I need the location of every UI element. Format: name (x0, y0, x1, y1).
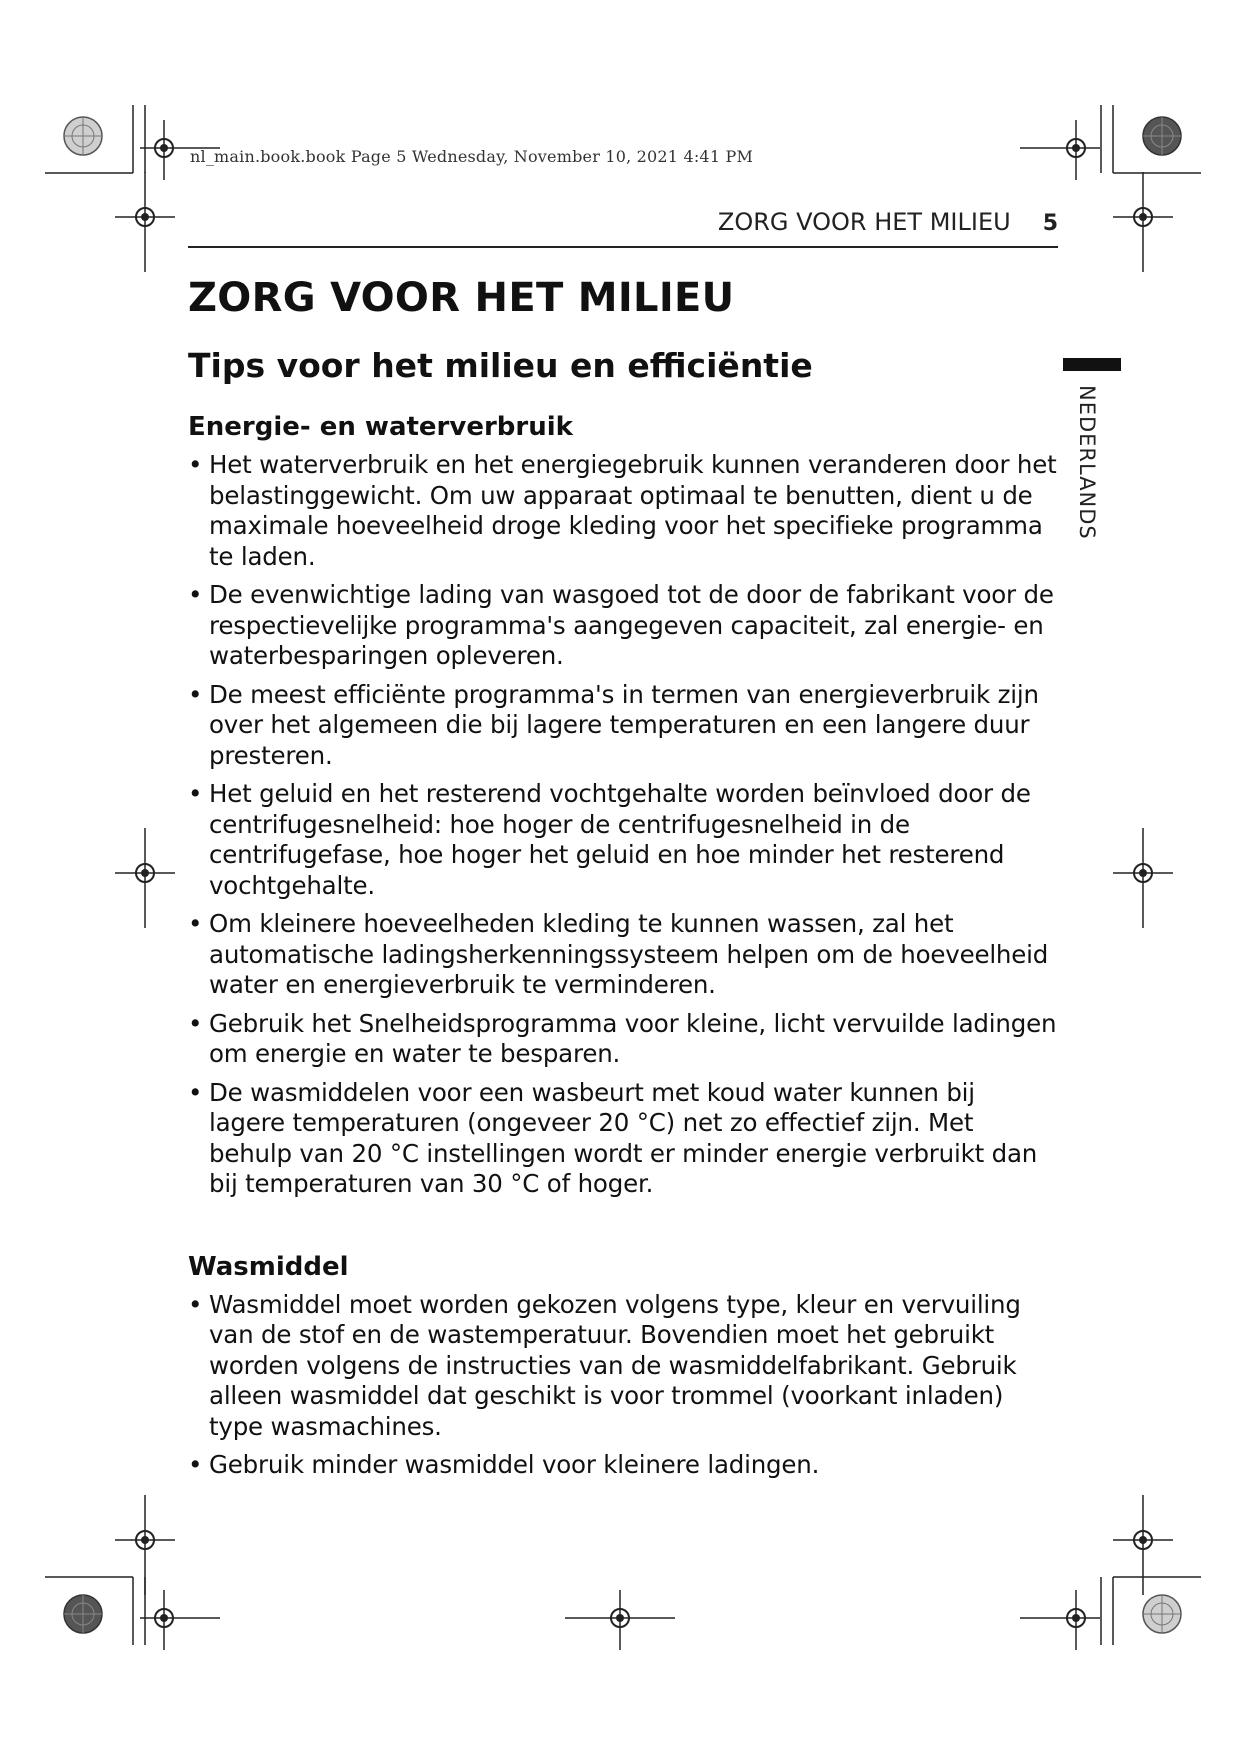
bullet-glyph: • (188, 679, 203, 709)
list-item-text: De meest efficiënte programma's in termen van energieverbruik zijn over het algemeen die bij lagere temperaturen en een langere duur presteren. (209, 679, 1039, 770)
crop-mark-icon (45, 1570, 150, 1650)
list-item (188, 1450, 1058, 1481)
detergent-list (188, 1290, 1058, 1481)
page-content (188, 272, 1058, 1489)
list-item-text: Gebruik het Snelheidsprogramma voor kleine, licht vervuilde ladingen om energie en water te besparen. (209, 1008, 1057, 1068)
registration-crosshair-icon (115, 828, 175, 928)
bullet-glyph: • (188, 1008, 203, 1038)
language-tab-label: NEDERLANDS (1075, 385, 1099, 540)
print-slug: nl_main.book.book Page 5 Wednesday, November 10, 2021 4:41 PM (190, 147, 754, 166)
list-item (188, 779, 1058, 901)
bullet-glyph: • (188, 580, 203, 609)
list-item-text: Het waterverbruik en het energiegebruik kunnen veranderen door het belastinggewicht. Om uw apparaat optimaal te benutten, dient u de maximale hoeveelheid droge kleding voor het specifieke programma te laden. (209, 450, 1057, 571)
list-item (188, 450, 1058, 572)
crop-mark-icon (45, 100, 150, 180)
running-header-title: ZORG VOOR HET MILIEU (717, 208, 1011, 236)
list-item-text: Wasmiddel moet worden gekozen volgens type, kleur en vervuiling van de stof en de wastemperatuur. Bovendien moet het gebruikt worden volgens de instructies van de wasmiddelfabrikant. Gebruik alleen wasmiddel dat geschikt is voor trommel (voorkant inladen) type wasmachines. (209, 1289, 1021, 1441)
language-tab-bar (1063, 358, 1121, 371)
registration-crosshair-icon (1113, 172, 1173, 272)
energy-water-list (188, 450, 1058, 1200)
page-title: ZORG VOOR HET MILIEU (188, 275, 735, 321)
list-item (188, 580, 1058, 672)
crop-mark-icon (1096, 1570, 1201, 1650)
detergent-heading: Wasmiddel (188, 1251, 349, 1282)
bullet-glyph: • (188, 779, 203, 808)
list-item (188, 1078, 1058, 1200)
list-item (188, 1009, 1058, 1070)
page-number: 5 (1042, 211, 1058, 236)
registration-crosshair-icon (140, 120, 220, 180)
header-rule (188, 246, 1058, 248)
list-item-text: Het geluid en het resterend vochtgehalte worden beïnvloed door de centrifugesnelheid: hoe hoger de centrifugesnelheid in de centrifugefase, hoe hoger het geluid en hoe minder het resterend vochtgehalte. (209, 779, 1031, 900)
bullet-glyph: • (188, 1289, 203, 1319)
registration-crosshair-icon (565, 1590, 675, 1650)
bullet-glyph: • (188, 1450, 203, 1479)
bullet-glyph: • (188, 450, 203, 479)
section-subtitle: Tips voor het milieu en efficiëntie (188, 346, 813, 385)
list-item-text: Gebruik minder wasmiddel voor kleinere ladingen. (209, 1450, 820, 1479)
list-item (188, 680, 1058, 772)
list-item (188, 1290, 1058, 1443)
bullet-glyph: • (188, 909, 203, 938)
list-item-text: De evenwichtige lading van wasgoed tot de door de fabrikant voor de respectievelijke programma's aangegeven capaciteit, zal energie- en waterbesparingen opleveren. (209, 580, 1054, 670)
list-item (188, 909, 1058, 1001)
crop-mark-icon (1096, 100, 1201, 180)
energy-water-heading: Energie- en waterverbruik (188, 412, 573, 442)
registration-crosshair-icon (1020, 1590, 1100, 1650)
bullet-glyph: • (188, 1077, 203, 1107)
list-item-text: De wasmiddelen voor een wasbeurt met koud water kunnen bij lagere temperaturen (ongeveer 20 °C) net zo effectief zijn. Met behulp van 20 °C instellingen wordt er minder energie verbruikt dan bij temperaturen van 30 °C of hoger. (209, 1077, 1038, 1198)
registration-crosshair-icon (1020, 120, 1100, 180)
running-header (188, 208, 1058, 236)
registration-crosshair-icon (1113, 828, 1173, 928)
registration-crosshair-icon (115, 172, 175, 272)
registration-crosshair-icon (140, 1590, 220, 1650)
list-item-text: Om kleinere hoeveelheden kleding te kunnen wassen, zal het automatische ladingsherkenningssysteem helpen om de hoeveelheid water en energieverbruik te verminderen. (209, 909, 1049, 999)
